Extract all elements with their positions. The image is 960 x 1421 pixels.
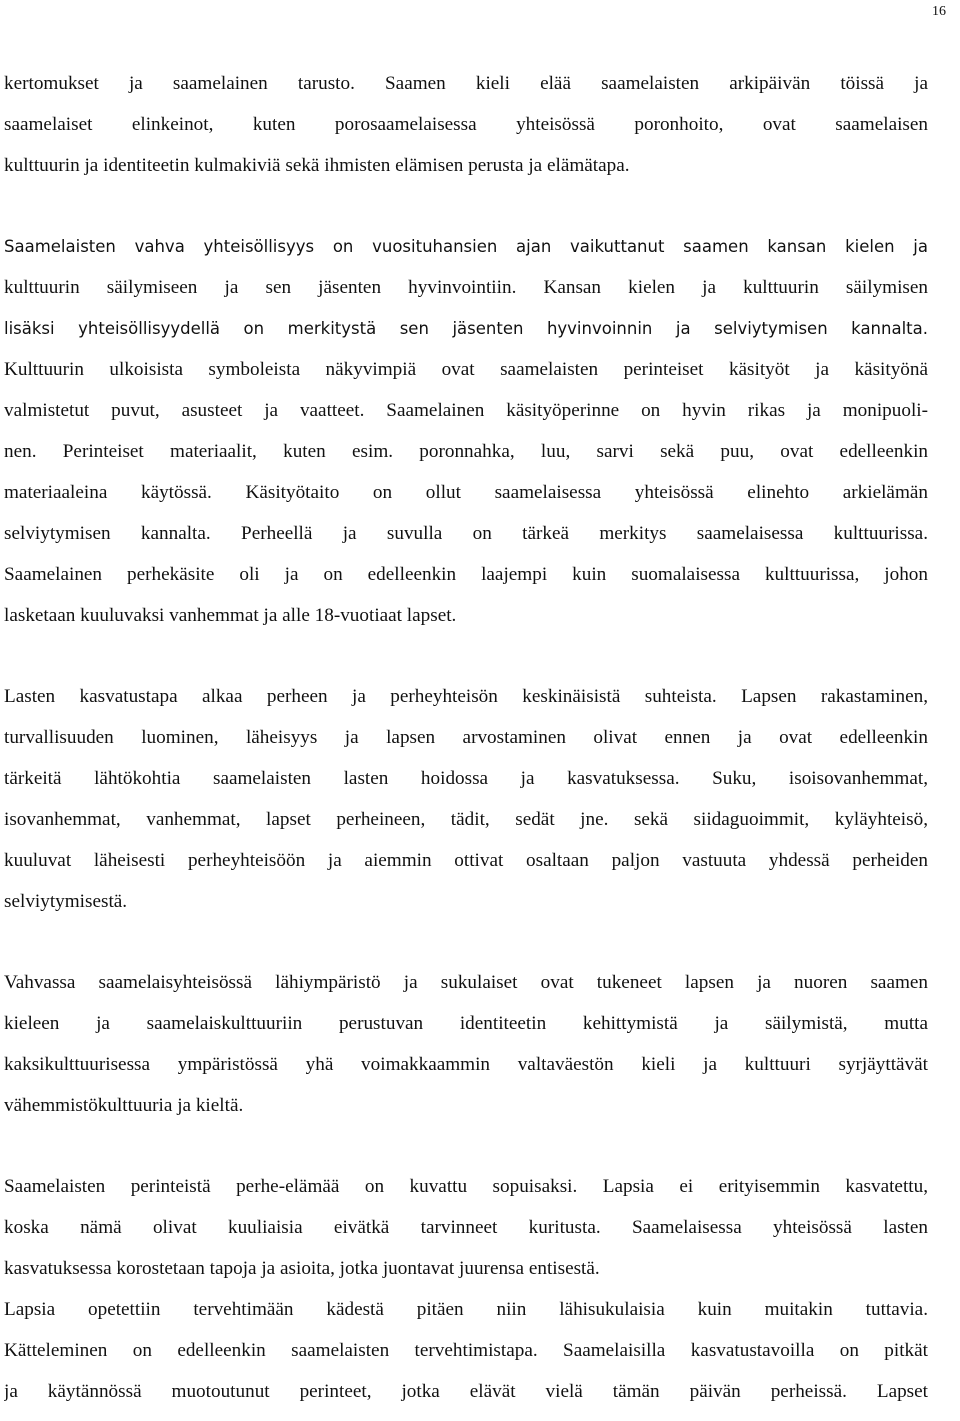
- text-line: kieleen ja saamelaiskulttuuriin perustuvan identiteetin kehittymistä ja säilymistä, mutta: [4, 1013, 928, 1034]
- paragraph-5: [4, 1166, 928, 1412]
- text-line: Lapsia opetettiin tervehtimään kädestä pitäen niin lähisukulaisia kuin muitakin tuttavia.: [4, 1299, 928, 1320]
- text-line: isovanhemmat, vanhemmat, lapset perheineen, tädit, sedät jne. sekä siidaguoimmit, kyläyhteisö,: [4, 809, 928, 830]
- paragraph-2: [4, 226, 928, 636]
- text-line: lisäksi yhteisöllisyydellä on merkitystä sen jäsenten hyvinvoinnin ja selviytymisen kannalta.: [4, 319, 928, 338]
- text-line: ja käytännössä muotoutunut perinteet, jotka elävät vielä tämän päivän perheissä. Lapset: [4, 1381, 928, 1402]
- text-line: Kätteleminen on edelleenkin saamelaisten tervehtimistapa. Saamelaisilla kasvatustavoilla on pitkät: [4, 1340, 928, 1361]
- text-line: kasvatuksessa korostetaan tapoja ja asioita, jotka juontavat juurensa entisestä.: [4, 1258, 600, 1279]
- paragraph-4: [4, 962, 928, 1126]
- text-line: kuuluvat läheisesti perheyhteisöön ja aiemmin ottivat osaltaan paljon vastuuta yhdessä perheiden: [4, 850, 928, 871]
- text-line: materiaaleina käytössä. Käsityötaito on ollut saamelaisessa yhteisössä elinehto arkielämän: [4, 482, 928, 503]
- text-line: Saamelaisten vahva yhteisöllisyys on vuosituhansien ajan vaikuttanut saamen kansan kielen ja: [4, 237, 928, 256]
- text-line: turvallisuuden luominen, läheisyys ja lapsen arvostaminen olivat ennen ja ovat edelleenkin: [4, 727, 928, 748]
- text-line: kulttuurin ja identiteetin kulmakiviä sekä ihmisten elämisen perusta ja elämätapa.: [4, 155, 630, 176]
- text-line: selviytymisestä.: [4, 891, 128, 912]
- text-line: Vahvassa saamelaisyhteisössä lähiympäristö ja sukulaiset ovat tukeneet lapsen ja nuoren saamen: [4, 972, 928, 993]
- text-line: koska nämä olivat kuuliaisia eivätkä tarvinneet kuritusta. Saamelaisessa yhteisössä lasten: [4, 1217, 928, 1238]
- text-line: kertomukset ja saamelainen tarusto. Saamen kieli elää saamelaisten arkipäivän töissä ja: [4, 73, 928, 94]
- text-line: tärkeitä lähtökohtia saamelaisten lasten hoidossa ja kasvatuksessa. Suku, isoisovanhemmat,: [4, 768, 928, 789]
- text-line: kaksikulttuurisessa ympäristössä yhä voimakkaammin valtaväestön kieli ja kulttuuri syrjäyttävät: [4, 1054, 928, 1075]
- text-line: Saamelainen perhekäsite oli ja on edelleenkin laajempi kuin suomalaisessa kulttuurissa, johon: [4, 564, 928, 585]
- text-line: Kulttuurin ulkoisista symboleista näkyvimpiä ovat saamelaisten perinteiset käsityöt ja käsityönä: [4, 359, 928, 380]
- paragraph-3: [4, 676, 928, 922]
- text-line: Saamelaisten perinteistä perhe-elämää on kuvattu sopuisaksi. Lapsia ei erityisemmin kasvatettu,: [4, 1176, 928, 1197]
- text-line: nen. Perinteiset materiaalit, kuten esim. poronnahka, luu, sarvi sekä puu, ovat edelleenkin: [4, 441, 928, 462]
- text-line: Lasten kasvatustapa alkaa perheen ja perheyhteisön keskinäisistä suhteista. Lapsen rakastaminen,: [4, 686, 928, 707]
- text-line: valmistetut puvut, asusteet ja vaatteet. Saamelainen käsityöperinne on hyvin rikas ja monipuoli-: [4, 400, 928, 421]
- paragraph-1: [4, 63, 928, 186]
- text-line: selviytymisen kannalta. Perheellä ja suvulla on tärkeä merkitys saamelaisessa kulttuurissa.: [4, 523, 928, 544]
- page-number: 16: [932, 4, 946, 19]
- document-body: [4, 63, 928, 1412]
- text-line: saamelaiset elinkeinot, kuten porosaamelaisessa yhteisössä poronhoito, ovat saamelaisen: [4, 114, 928, 135]
- text-line: lasketaan kuuluvaksi vanhemmat ja alle 18-vuotiaat lapset.: [4, 605, 457, 626]
- text-line: kulttuurin säilymiseen ja sen jäsenten hyvinvointiin. Kansan kielen ja kulttuurin säilymisen: [4, 277, 928, 298]
- text-line: vähemmistökulttuuria ja kieltä.: [4, 1095, 244, 1116]
